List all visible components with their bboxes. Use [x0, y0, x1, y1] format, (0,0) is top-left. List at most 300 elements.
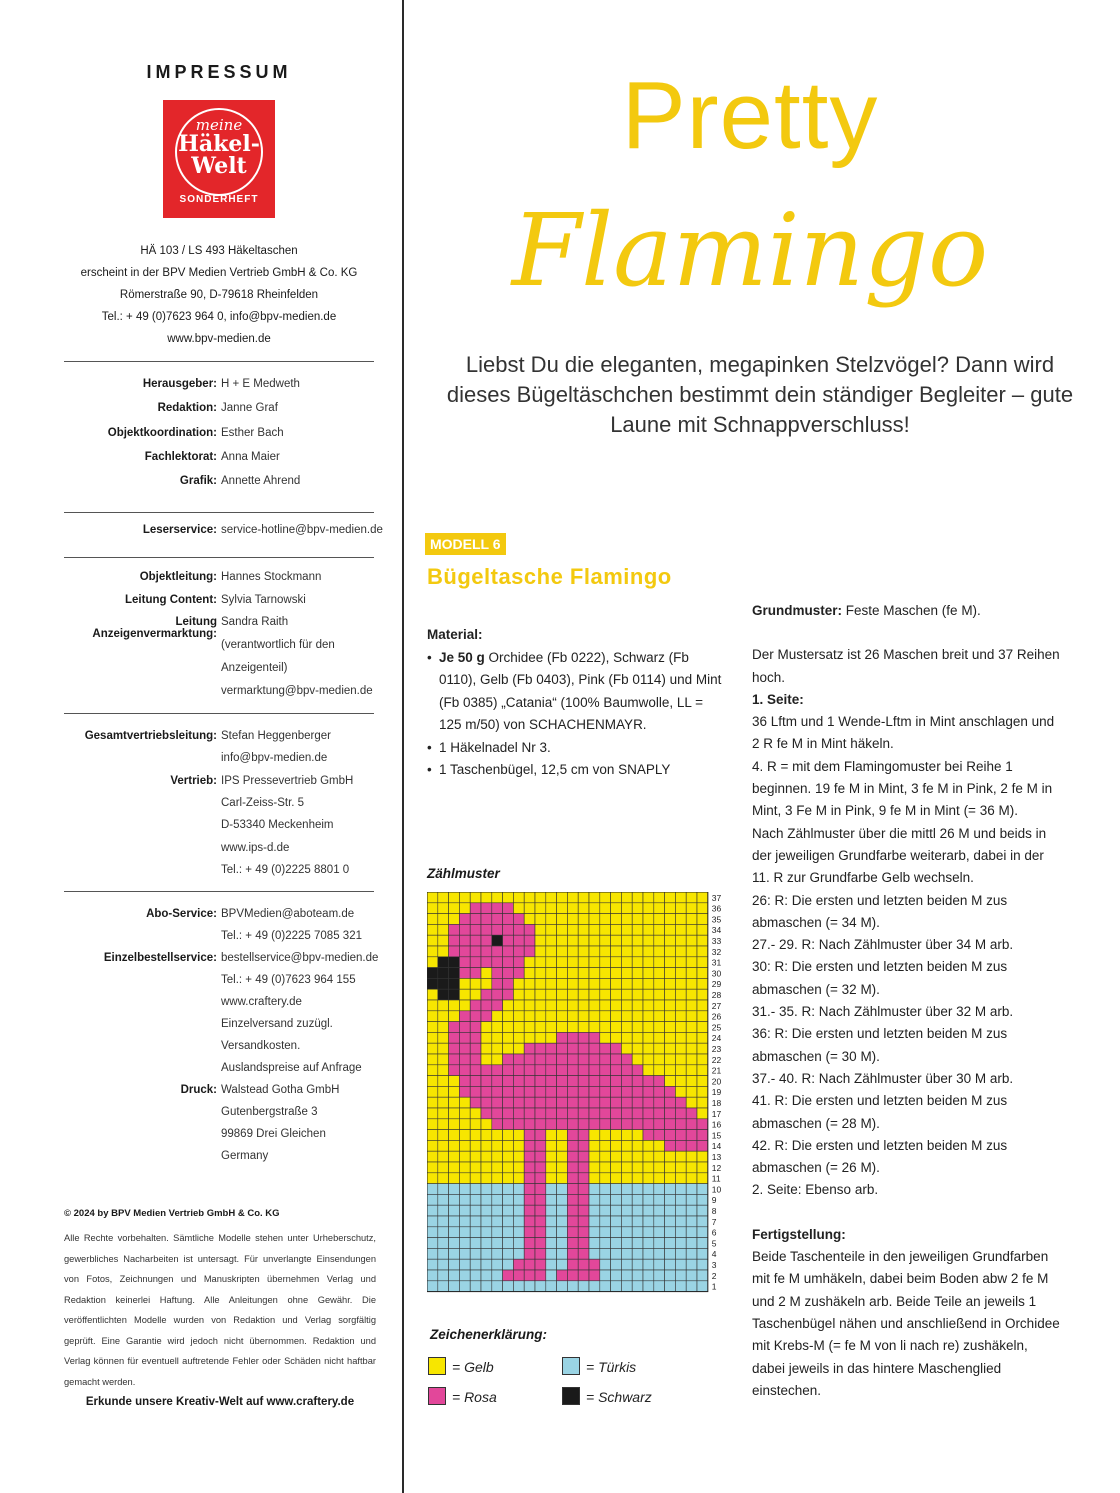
chart-cell — [578, 978, 589, 989]
chart-cell — [481, 1194, 492, 1205]
chart-cell — [589, 1205, 600, 1216]
credit-value: Hannes Stockmann — [221, 571, 322, 583]
chart-cell — [503, 903, 514, 914]
chart-cell — [611, 1054, 622, 1065]
chart-cell — [557, 1270, 568, 1281]
chart-cell — [535, 968, 546, 979]
chart-cell — [459, 1259, 470, 1270]
chart-cell — [449, 946, 460, 957]
chart-cell — [589, 1032, 600, 1043]
chart-cell — [449, 1248, 460, 1259]
chart-cell — [557, 935, 568, 946]
chart-cell — [481, 935, 492, 946]
chart-cell — [654, 1281, 665, 1292]
chart-cell — [632, 1173, 643, 1184]
chart-cell — [654, 1184, 665, 1195]
model-title: Bügeltasche Flamingo — [427, 564, 672, 589]
chart-cell — [654, 914, 665, 925]
chart-cell — [643, 957, 654, 968]
chart-cell — [557, 1065, 568, 1076]
legend-label: = Schwarz — [586, 1389, 652, 1405]
chart-cell — [589, 1151, 600, 1162]
chart-cell — [567, 1065, 578, 1076]
chart-row-label: 27 — [711, 1000, 722, 1011]
chart-cell — [675, 1054, 686, 1065]
chart-cell — [535, 1205, 546, 1216]
chart-cell — [600, 1281, 611, 1292]
column-divider — [402, 0, 404, 1493]
chart-cell — [470, 957, 481, 968]
chart-cell — [557, 1140, 568, 1151]
chart-cell — [654, 957, 665, 968]
chart-cell — [654, 935, 665, 946]
chart-cell — [557, 978, 568, 989]
chart-cell — [632, 924, 643, 935]
chart-cell — [535, 892, 546, 903]
credit-value: Sandra Raith — [221, 616, 289, 629]
chart-cell — [578, 1119, 589, 1130]
chart-cell — [492, 1151, 503, 1162]
chart-cell — [492, 1216, 503, 1227]
chart-cell — [438, 1151, 449, 1162]
chart-cell — [697, 924, 708, 935]
chart-cell — [546, 1162, 557, 1173]
chart-cell — [524, 1011, 535, 1022]
chart-cell — [567, 1248, 578, 1259]
chart-cell — [557, 946, 568, 957]
chart-cell — [470, 914, 481, 925]
chart-cell — [449, 1162, 460, 1173]
chart-cell — [686, 903, 697, 914]
chart-cell — [427, 1205, 438, 1216]
instruction-step: 36: R: Die ersten und letzten beiden M zus abmaschen (= 30 M). — [752, 1026, 1008, 1064]
chart-cell — [492, 1086, 503, 1097]
chart-cell — [449, 1076, 460, 1087]
credit-value: Annette Ahrend — [221, 475, 301, 488]
chart-cell — [675, 903, 686, 914]
chart-cell — [697, 1173, 708, 1184]
chart-cell — [427, 1032, 438, 1043]
chart-cell — [546, 1270, 557, 1281]
chart-cell — [492, 1011, 503, 1022]
chart-cell — [589, 1248, 600, 1259]
chart-cell — [546, 1216, 557, 1227]
spacer — [752, 622, 1062, 644]
chart-cell — [578, 1281, 589, 1292]
chart-cell — [654, 1162, 665, 1173]
chart-cell — [459, 946, 470, 957]
chart-cell — [654, 1270, 665, 1281]
chart-cell — [535, 1194, 546, 1205]
chart-cell — [578, 1162, 589, 1173]
chart-cell — [546, 1130, 557, 1141]
chart-cell — [557, 1076, 568, 1087]
chart-cell — [578, 1130, 589, 1141]
chart-cell — [643, 1205, 654, 1216]
chart-cell — [503, 1011, 514, 1022]
chart-cell — [503, 1194, 514, 1205]
chart-cell — [459, 892, 470, 903]
chart-cell — [654, 1194, 665, 1205]
chart-cell — [589, 1043, 600, 1054]
chart-cell — [513, 935, 524, 946]
chart-cell — [503, 1216, 514, 1227]
instruction-step: 41. R: Die ersten und letzten beiden M zus abmaschen (= 28 M). — [752, 1093, 1008, 1131]
chart-cell — [481, 1151, 492, 1162]
chart-cell — [492, 957, 503, 968]
chart-cell — [675, 1086, 686, 1097]
chart-cell — [557, 1216, 568, 1227]
chart-cell — [481, 978, 492, 989]
chart-cell — [503, 1205, 514, 1216]
chart-cell — [470, 1173, 481, 1184]
chart-cell — [697, 968, 708, 979]
chart-cell — [643, 1097, 654, 1108]
chart-cell — [492, 1194, 503, 1205]
chart-cell — [557, 914, 568, 925]
credit-label: Redaktion: — [157, 402, 217, 415]
credit-value: Tel.: + 49 (0)2225 7085 321 — [221, 930, 362, 942]
chart-cell — [557, 1022, 568, 1033]
chart-cell — [675, 914, 686, 925]
chart-row-label: 6 — [711, 1227, 717, 1238]
chart-row-label: 26 — [711, 1011, 722, 1022]
chart-cell — [665, 1130, 676, 1141]
chart-cell — [654, 1022, 665, 1033]
chart-cell — [600, 1086, 611, 1097]
material-list — [427, 647, 727, 782]
chart-cell — [481, 903, 492, 914]
chart-cell — [492, 1205, 503, 1216]
chart-cell — [643, 1216, 654, 1227]
chart-cell — [665, 957, 676, 968]
chart-cell — [643, 1259, 654, 1270]
chart-cell — [427, 935, 438, 946]
chart-cell — [665, 1238, 676, 1249]
credit-value: Sylvia Tarnowski — [221, 593, 306, 606]
chart-cell — [481, 1000, 492, 1011]
chart-cell — [546, 946, 557, 957]
chart-cell — [611, 1281, 622, 1292]
chart-cell — [427, 1054, 438, 1065]
chart-cell — [675, 1000, 686, 1011]
chart-cell — [600, 1054, 611, 1065]
chart-cell — [535, 1162, 546, 1173]
chart-cell — [546, 1032, 557, 1043]
chart-cell — [686, 1205, 697, 1216]
chart-cell — [686, 924, 697, 935]
chart-cell — [665, 1184, 676, 1195]
chart-cell — [665, 1151, 676, 1162]
chart-cell — [589, 1065, 600, 1076]
chart-cell — [600, 914, 611, 925]
chart-cell — [567, 1076, 578, 1087]
chart-cell — [654, 1054, 665, 1065]
chart-cell — [665, 1270, 676, 1281]
chart-cell — [503, 1076, 514, 1087]
chart-cell — [611, 978, 622, 989]
chart-cell — [470, 1281, 481, 1292]
chart-cell — [643, 935, 654, 946]
chart-cell — [621, 1108, 632, 1119]
chart-cell — [632, 968, 643, 979]
chart-cell — [686, 1043, 697, 1054]
chart-cell — [438, 1022, 449, 1033]
chart-cell — [535, 1248, 546, 1259]
chart-cell — [438, 1140, 449, 1151]
chart-cell — [589, 1097, 600, 1108]
chart-cell — [535, 924, 546, 935]
chart-cell — [546, 1238, 557, 1249]
chart-cell — [503, 1043, 514, 1054]
chart-cell — [589, 1054, 600, 1065]
chart-cell — [589, 989, 600, 1000]
chart-cell — [438, 1108, 449, 1119]
chart-cell — [524, 989, 535, 1000]
chart-row-label: 29 — [711, 979, 722, 990]
chart-cell — [643, 1032, 654, 1043]
chart-cell — [438, 1162, 449, 1173]
chart-cell — [470, 1086, 481, 1097]
chart-cell — [492, 1248, 503, 1259]
chart-cell — [449, 924, 460, 935]
chart-cell — [675, 1216, 686, 1227]
chart-cell — [524, 1151, 535, 1162]
chart-cell — [578, 1216, 589, 1227]
chart-cell — [697, 1184, 708, 1195]
chart-cell — [621, 1162, 632, 1173]
chart-cell — [578, 1097, 589, 1108]
logo-line-1: meine — [195, 116, 243, 134]
chart-cell — [535, 1140, 546, 1151]
chart-row-label: 28 — [711, 990, 722, 1000]
chart-cell — [578, 1108, 589, 1119]
chart-cell — [546, 1022, 557, 1033]
chart-cell — [513, 1011, 524, 1022]
chart-cell — [643, 1270, 654, 1281]
credit-label: Vertrieb: — [170, 774, 217, 787]
credit-value: Gutenbergstraße 3 — [221, 1106, 318, 1118]
chart-cell — [632, 1076, 643, 1087]
chart-cell — [524, 1173, 535, 1184]
chart-cell — [427, 1184, 438, 1195]
chart-cell — [427, 1281, 438, 1292]
chart-cell — [567, 1097, 578, 1108]
chart-cell — [697, 1259, 708, 1270]
chart-cell — [665, 946, 676, 957]
chart-cell — [578, 1227, 589, 1238]
chart-cell — [492, 924, 503, 935]
chart-cell — [438, 1270, 449, 1281]
chart-cell — [589, 1130, 600, 1141]
chart-cell — [654, 968, 665, 979]
chart-cell — [600, 1248, 611, 1259]
chart-cell — [600, 1043, 611, 1054]
credit-label: Einzelbestellservice: — [103, 952, 217, 964]
chart-cell — [449, 903, 460, 914]
chart-cell — [481, 989, 492, 1000]
chart-cell — [546, 1108, 557, 1119]
chart-row-label: 33 — [711, 936, 722, 946]
chart-cell — [449, 1270, 460, 1281]
chart-cell — [449, 989, 460, 1000]
chart-cell — [567, 1130, 578, 1141]
chart-cell — [621, 1097, 632, 1108]
chart-cell — [697, 1076, 708, 1087]
chart-cell — [686, 1086, 697, 1097]
divider — [64, 891, 374, 892]
chart-cell — [459, 1086, 470, 1097]
instructions — [752, 600, 1062, 1402]
chart-cell — [427, 1000, 438, 1011]
chart-cell — [459, 1151, 470, 1162]
chart-cell — [675, 1130, 686, 1141]
chart-cell — [470, 1119, 481, 1130]
chart-cell — [600, 903, 611, 914]
chart-cell — [686, 1194, 697, 1205]
chart-cell — [449, 1032, 460, 1043]
chart-cell — [697, 1119, 708, 1130]
chart-cell — [578, 1054, 589, 1065]
chart-cell — [513, 892, 524, 903]
chart-cell — [481, 1054, 492, 1065]
chart-cell — [600, 968, 611, 979]
legend-item-gelb — [428, 1357, 494, 1375]
impressum-column — [0, 0, 402, 1493]
chart-cell — [557, 1108, 568, 1119]
chart-cell — [578, 1259, 589, 1270]
chart-cell — [665, 1065, 676, 1076]
chart-cell — [567, 1194, 578, 1205]
credit-value: Versandkosten. — [221, 1040, 301, 1052]
credit-value: vermarktung@bpv-medien.de — [221, 684, 373, 697]
publisher-info — [64, 240, 374, 350]
chart-cell — [492, 914, 503, 925]
chart-cell — [686, 914, 697, 925]
chart-cell — [654, 946, 665, 957]
chart-cell — [632, 1238, 643, 1249]
chart-cell — [600, 1227, 611, 1238]
chart-cell — [481, 1281, 492, 1292]
chart-cell — [470, 1227, 481, 1238]
chart-cell — [665, 1259, 676, 1270]
explore-link[interactable]: Erkunde unsere Kreativ-Welt auf www.craftery.de — [85, 1396, 355, 1408]
chart-cell — [654, 1216, 665, 1227]
chart-cell — [470, 1076, 481, 1087]
chart-cell — [632, 1259, 643, 1270]
chart-cell — [481, 1065, 492, 1076]
chart-cell — [438, 1000, 449, 1011]
chart-cell — [578, 1248, 589, 1259]
chart-cell — [449, 1097, 460, 1108]
chart-cell — [503, 1238, 514, 1249]
chart-cell — [492, 1238, 503, 1249]
chart-cell — [675, 1140, 686, 1151]
chart-cell — [481, 957, 492, 968]
chart-cell — [686, 1248, 697, 1259]
chart-cell — [686, 1270, 697, 1281]
chart-cell — [438, 957, 449, 968]
chart-cell — [427, 903, 438, 914]
chart-cell — [589, 1227, 600, 1238]
chart-cell — [632, 1227, 643, 1238]
chart-row-label: 8 — [711, 1206, 717, 1216]
chart-cell — [557, 903, 568, 914]
chart-cell — [481, 1086, 492, 1097]
chart-cell — [503, 892, 514, 903]
chart-cell — [686, 1054, 697, 1065]
chart-cell — [524, 903, 535, 914]
chart-cell — [600, 1238, 611, 1249]
chart-cell — [686, 1162, 697, 1173]
chart-cell — [459, 924, 470, 935]
chart-row-label: 21 — [711, 1065, 722, 1076]
chart-cell — [481, 1119, 492, 1130]
chart-cell — [611, 1022, 622, 1033]
instruction-step: Nach Zählmuster über die mittl 26 M und beids in der jeweiligen Grundfarbe weiterarb, dabei in der 11. R zur Grundfarbe Gelb wechseln. — [752, 825, 1047, 886]
legend-swatch — [562, 1357, 580, 1375]
credit-value: service-hotline@bpv-medien.de — [221, 524, 383, 536]
chart-cell — [470, 1151, 481, 1162]
chart-cell — [578, 1043, 589, 1054]
chart-cell — [513, 1227, 524, 1238]
chart-cell — [665, 1097, 676, 1108]
credit-value: Janne Graf — [221, 402, 278, 415]
chart-cell — [686, 1011, 697, 1022]
chart-cell — [535, 978, 546, 989]
chart-cell — [449, 1000, 460, 1011]
chart-cell — [675, 946, 686, 957]
chart-cell — [654, 1119, 665, 1130]
chart-row-label: 37 — [711, 892, 722, 903]
chart-cell — [600, 892, 611, 903]
chart-cell — [567, 1238, 578, 1249]
credit-label: Leitung Anzeigenvermarktung: — [92, 616, 217, 641]
chart-row-label: 5 — [711, 1238, 717, 1249]
legend-title: Zeichenerklärung: — [430, 1327, 548, 1342]
chart-cell — [643, 1011, 654, 1022]
chart-cell — [611, 1076, 622, 1087]
legend-item-schwarz — [562, 1387, 652, 1405]
chart-cell — [578, 1205, 589, 1216]
divider — [64, 713, 374, 714]
chart-cell — [459, 1065, 470, 1076]
chart-cell — [632, 978, 643, 989]
chart-cell — [643, 1043, 654, 1054]
chart-cell — [675, 1162, 686, 1173]
chart-cell — [643, 924, 654, 935]
chart-cell — [449, 1238, 460, 1249]
crochet-chart — [427, 892, 737, 1296]
chart-cell — [632, 1162, 643, 1173]
credit-value: (verantwortlich für den — [221, 639, 335, 652]
chart-cell — [621, 1184, 632, 1195]
chart-cell — [557, 1086, 568, 1097]
chart-cell — [675, 1022, 686, 1033]
chart-cell — [643, 1065, 654, 1076]
chart-cell — [481, 1205, 492, 1216]
legend-label: = Rosa — [452, 1389, 497, 1405]
chart-cell — [578, 1184, 589, 1195]
chart-cell — [621, 946, 632, 957]
credit-label: Grafik: — [179, 475, 217, 488]
chart-cell — [492, 1162, 503, 1173]
chart-cell — [470, 1130, 481, 1141]
chart-cell — [503, 1086, 514, 1097]
chart-cell — [557, 1248, 568, 1259]
material-item — [427, 737, 727, 760]
chart-cell — [513, 1162, 524, 1173]
